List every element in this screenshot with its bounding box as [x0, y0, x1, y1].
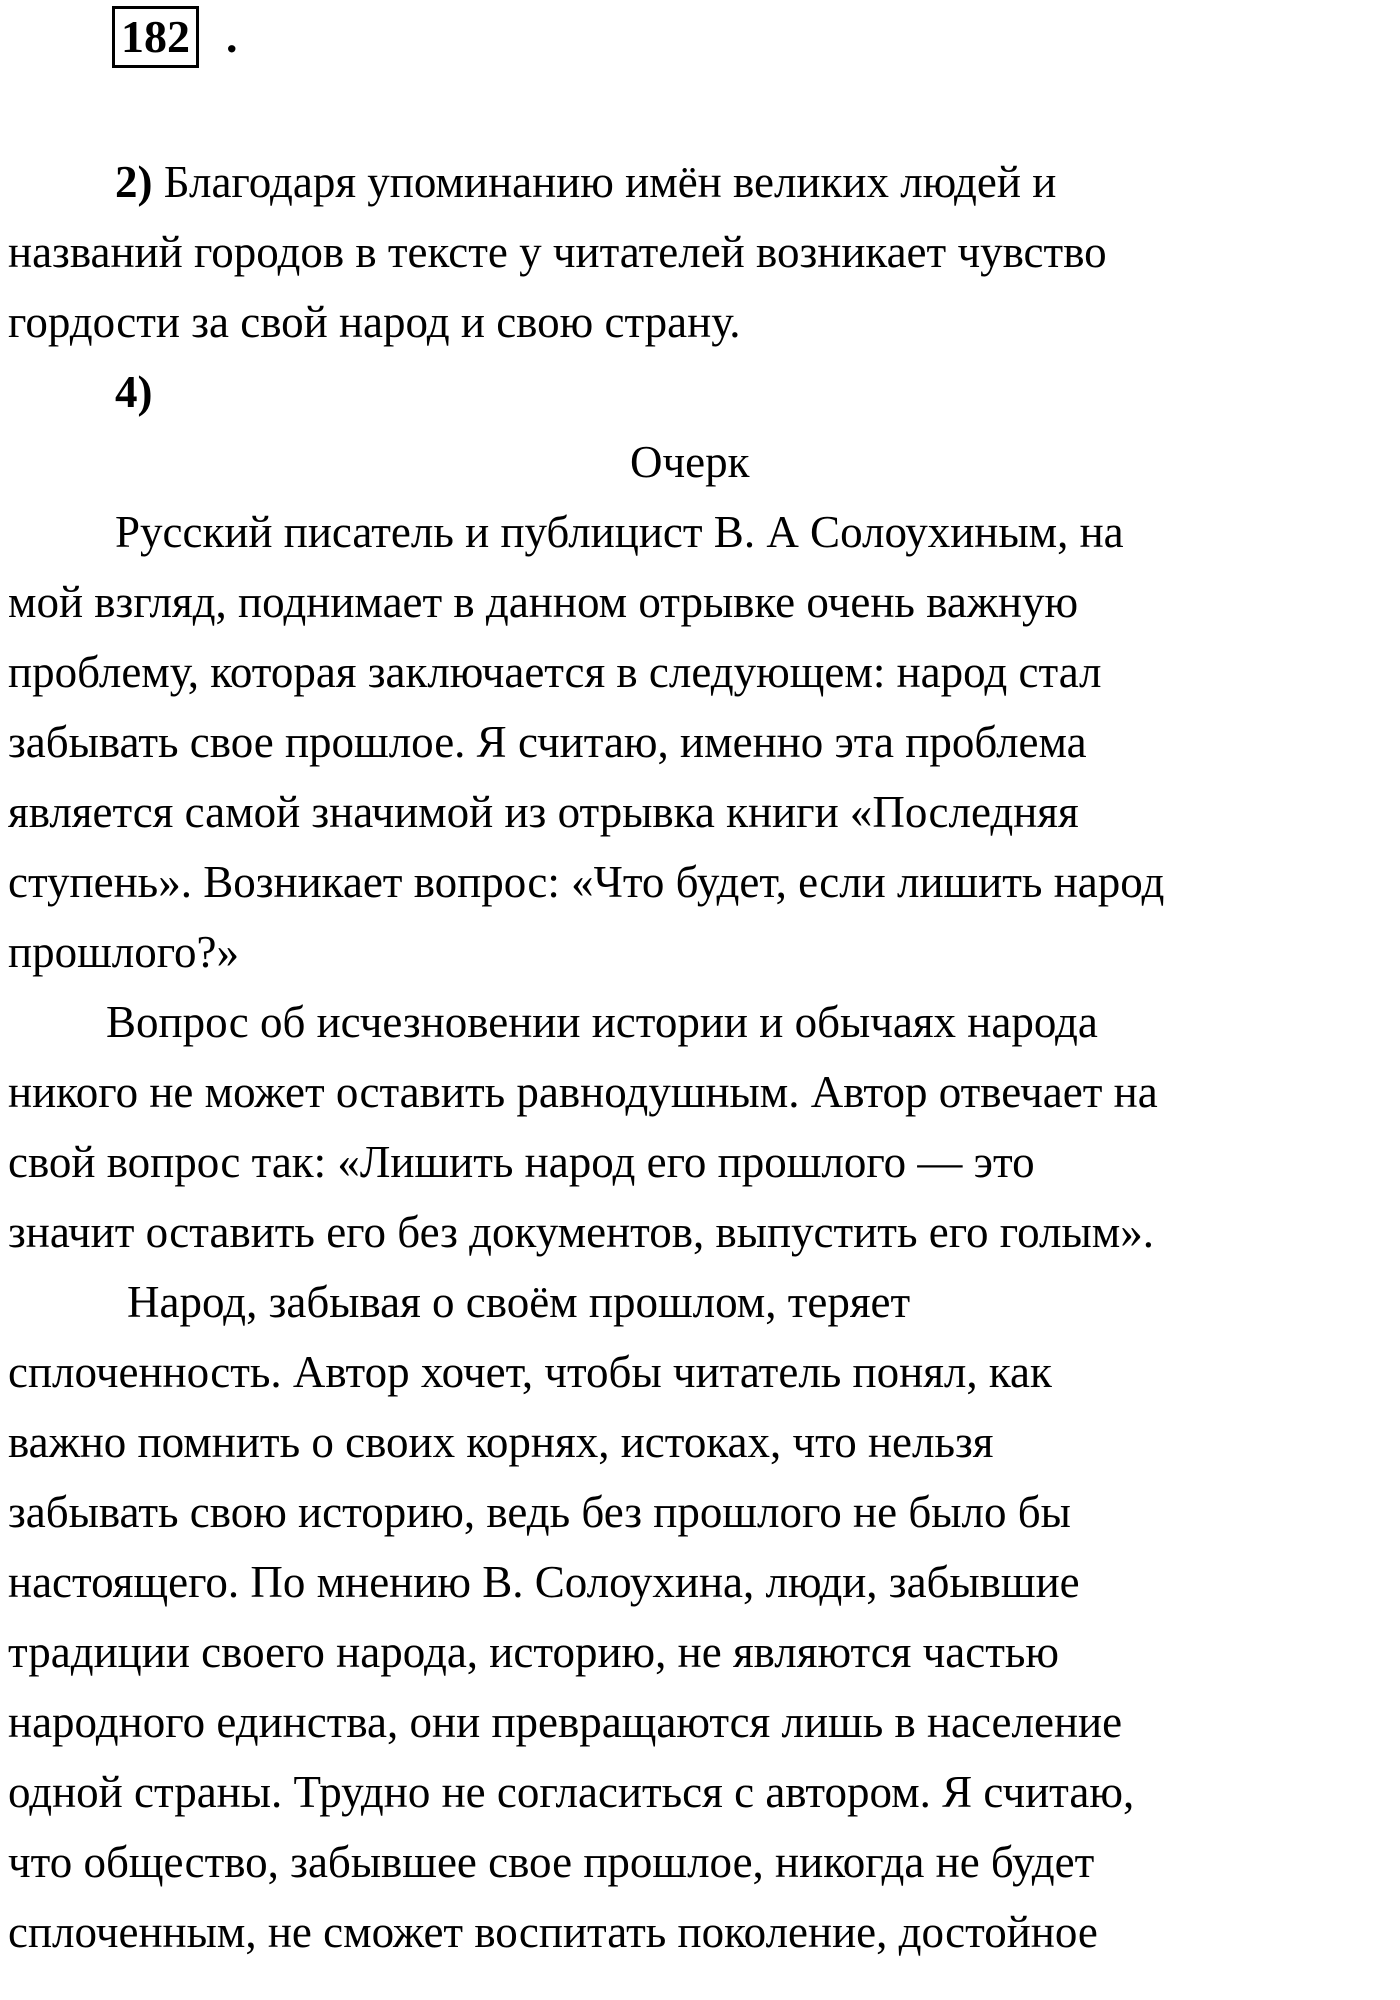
paragraph1-line-3: проблему, которая заключается в следующем: народ стал — [8, 647, 1102, 697]
paragraph3-line-9: что общество, забывшее свое прошлое, никогда не будет — [8, 1837, 1095, 1887]
paragraph1-line-5: является самой значимой из отрывка книги «Последняя — [8, 787, 1079, 837]
paragraph2-line-2: никого не может оставить равнодушным. Автор отвечает на — [8, 1067, 1158, 1117]
task-number-box — [112, 6, 199, 68]
paragraph3-line-1: Народ, забывая о своём прошлом, теряет — [127, 1277, 911, 1327]
part2-line-2: названий городов в тексте у читателей возникает чувство — [8, 227, 1107, 277]
paragraph1-line-7: прошлого?» — [8, 927, 239, 977]
paragraph2-line-3: свой вопрос так: «Лишить народ его прошлого — это — [8, 1137, 1035, 1187]
paragraph3-line-10: сплоченным, не сможет воспитать поколение, достойное — [8, 1907, 1098, 1957]
part2-label: 2) — [115, 157, 153, 207]
part2-line-3: гордости за свой народ и свою страну. — [8, 297, 741, 347]
paragraph1-line-6: ступень». Возникает вопрос: «Что будет, если лишить народ — [8, 857, 1165, 907]
task-number-suffix: . — [226, 11, 238, 62]
paragraph1-line-1: Русский писатель и публицист В. А Солоухиным, на — [115, 507, 1124, 557]
paragraph3-line-8: одной страны. Трудно не согласиться с автором. Я считаю, — [8, 1767, 1135, 1817]
paragraph1-line-2: мой взгляд, поднимает в данном отрывке очень важную — [8, 577, 1079, 627]
part4-label: 4) — [115, 367, 153, 417]
paragraph3-line-4: забывать свою историю, ведь без прошлого не было бы — [8, 1487, 1071, 1537]
document-page — [8, 0, 1388, 2000]
paragraph3-line-5: настоящего. По мнению В. Солоухина, люди, забывшие — [8, 1557, 1080, 1607]
paragraph3-line-3: важно помнить о своих корнях, истоках, что нельзя — [8, 1417, 994, 1467]
part2-line-1: 2) Благодаря упоминанию имён великих людей и — [115, 157, 1057, 207]
paragraph3-line-7: народного единства, они превращаются лишь в население — [8, 1697, 1123, 1747]
paragraph2-line-4: значит оставить его без документов, выпустить его голым». — [8, 1207, 1154, 1257]
paragraph2-line-1: Вопрос об исчезновении истории и обычаях народа — [106, 997, 1098, 1047]
task-number: 182 — [121, 11, 190, 62]
essay-title: Очерк — [630, 437, 750, 487]
paragraph3-line-2: сплоченность. Автор хочет, чтобы читатель понял, как — [8, 1347, 1052, 1397]
paragraph1-line-4: забывать свое прошлое. Я считаю, именно эта проблема — [8, 717, 1087, 767]
document-text — [8, 147, 1388, 1967]
paragraph3-line-6: традиции своего народа, историю, не являются частью — [8, 1627, 1059, 1677]
